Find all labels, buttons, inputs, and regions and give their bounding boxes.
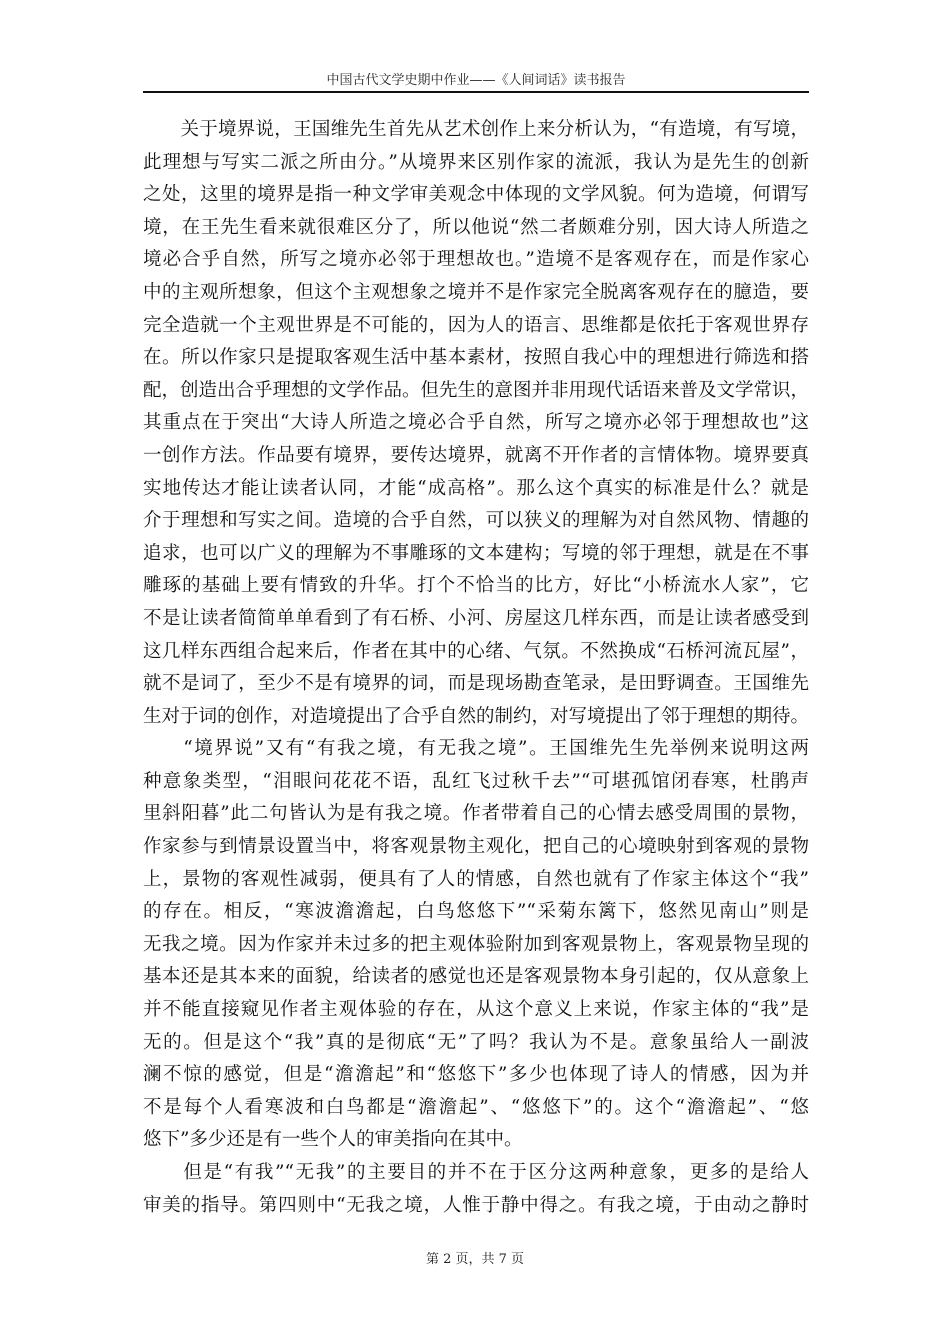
text-line: 在。所以作家只是提取客观生活中基本素材，按照自我心中的理想进行筛选和搭 — [143, 347, 809, 369]
text-line: 关于境界说，王国维先生首先从艺术创作上来分析认为，“有造境，有写境， — [143, 119, 809, 140]
text-line: 配，创造出合乎理想的文学作品。但先生的意图并非用现代话语来普及文学常识， — [143, 379, 809, 401]
text-line: 但是“有我”“无我”的主要目的并不在于区分这两种意象，更多的是给人 — [143, 1162, 809, 1183]
text-line: 无我之境。因为作家并未过多的把主观体验附加到客观景物上，客观景物呈现的 — [143, 933, 809, 955]
text-line: 无的。但是这个“我”真的是彻底“无”了吗？我认为不是。意象虽给人一副波 — [143, 1031, 809, 1053]
text-line: 的存在。相反，“寒波澹澹起，白鸟悠悠下”“采菊东篱下，悠然见南山”则是 — [143, 901, 809, 923]
text-line: 里斜阳暮”此二句皆认为是有我之境。作者带着自己的心情去感受周围的景物， — [143, 803, 809, 825]
text-line: 雕琢的基础上要有情致的升华。打个不恰当的比方，好比“小桥流水人家”，它 — [143, 575, 809, 597]
page-footer: 第 2 页，共 7 页 — [425, 1252, 525, 1267]
text-line: 实地传达才能让读者认同，才能“成高格”。那么这个真实的标准是什么？就是 — [143, 477, 809, 499]
text-line: 之处，这里的境界是指一种文学审美观念中体现的文学风貌。何为造境，何谓写 — [143, 184, 809, 206]
text-line: 不是每个人看寒波和白鸟都是“澹澹起”、“悠悠下”的。这个“澹澹起”、“悠 — [143, 1096, 809, 1118]
text-line: 基本还是其本来的面貌，给读者的感觉也还是客观景物本身引起的，仅从意象上 — [143, 966, 809, 988]
text-line: 这几样东西组合起来后，作者在其中的心绪、气氛。不然换成“石桥河流瓦屋”， — [143, 640, 809, 662]
text-line: 澜不惊的感觉，但是“澹澹起”和“悠悠下”多少也体现了诗人的情感，因为并 — [143, 1064, 809, 1086]
page-header: 中国古代文学史期中作业——《人间词话》读书报告 — [326, 73, 626, 88]
text-line: 种意象类型，“泪眼问花花不语，乱红飞过秋千去”“可堪孤馆闭春寒，杜鹃声 — [143, 770, 809, 792]
text-line: 介于理想和写实之间。造境的合乎自然，可以狭义的理解为对自然风物、情趣的 — [143, 510, 809, 532]
text-line: 追求，也可以广义的理解为不事雕琢的文本建构；写境的邻于理想，就是在不事 — [143, 542, 809, 564]
text-line: 中的主观所想象，但这个主观想象之境并不是作家完全脱离客观存在的臆造，要 — [143, 281, 809, 303]
text-line: 审美的指导。第四则中“无我之境，人惟于静中得之。有我之境，于由动之静时 — [143, 1194, 809, 1216]
text-line: 境，在王先生看来就很难区分了，所以他说“然二者颇难分别，因大诗人所造之 — [143, 216, 809, 238]
text-line: 悠下”多少还是有一些个人的审美指向在其中。 — [143, 1129, 523, 1151]
text-line: 并不能直接窥见作者主观体验的存在，从这个意义上来说，作家主体的“我”是 — [143, 999, 809, 1021]
text-line: 就不是词了，至少不是有境界的词，而是现场勘查笔录，是田野调查。王国维先 — [143, 673, 809, 695]
text-line: 上，景物的客观性减弱，便具有了人的情感，自然也就有了作家主体这个“我” — [143, 868, 809, 890]
text-line: “境界说”又有“有我之境，有无我之境”。王国维先生先举例来说明这两 — [143, 738, 809, 760]
text-line: 不是让读者简简单单看到了有石桥、小河、房屋这几样东西，而是让读者感受到 — [143, 607, 809, 629]
text-line: 完全造就一个主观世界是不可能的，因为人的语言、思维都是依托于客观世界存 — [143, 314, 809, 336]
body-text — [143, 114, 809, 1222]
header-divider — [143, 91, 809, 93]
text-line: 境必合乎自然，所写之境亦必邻于理想故也。”造境不是客观存在，而是作家心 — [143, 249, 809, 271]
text-line: 作家参与到情景设置当中，将客观景物主观化，把自己的心境映射到客观的景物 — [143, 836, 809, 858]
text-line: 此理想与写实二派之所由分。”从境界来区别作家的流派，我认为是先生的创新 — [143, 151, 809, 173]
text-line: 一创作方法。作品要有境界，要传达境界，就离不开作者的言情体物。境界要真 — [143, 444, 809, 466]
text-line: 生对于词的创作，对造境提出了合乎自然的制约，对写境提出了邻于理想的期待。 — [143, 705, 809, 727]
text-line: 其重点在于突出“大诗人所造之境必合乎自然，所写之境亦必邻于理想故也”这 — [143, 412, 809, 434]
